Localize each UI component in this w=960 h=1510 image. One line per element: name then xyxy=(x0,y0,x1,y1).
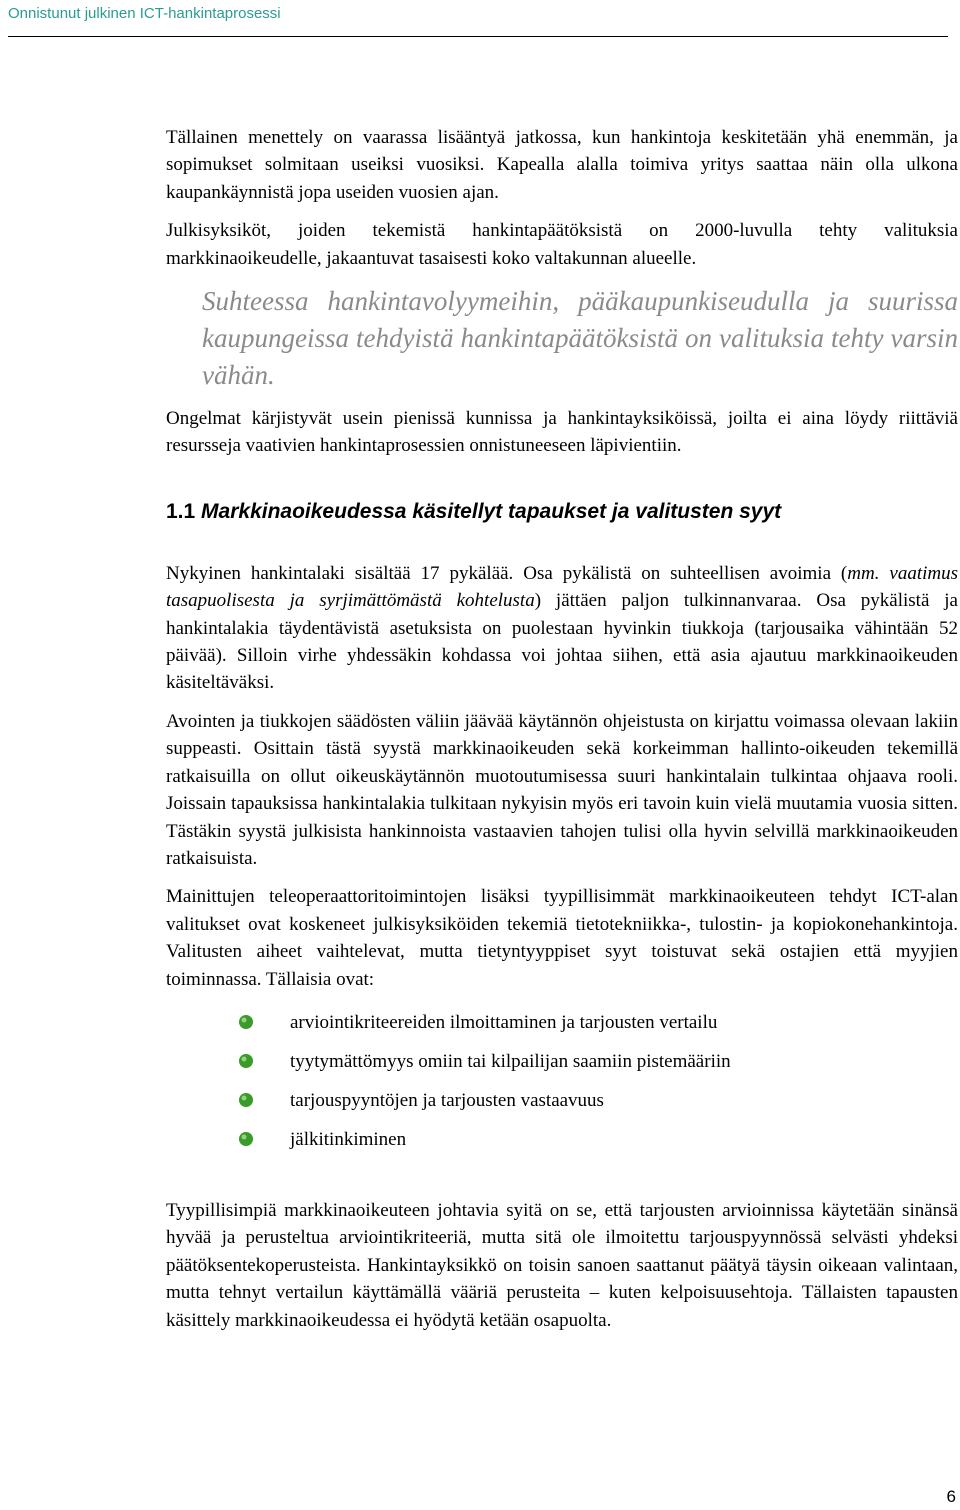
paragraph-2: Julkisyksiköt, joiden tekemistä hankintapäätöksistä on 2000-luvulla tehty valituksia markkinaoikeudelle, jakaantuvat tasaisesti koko valtakunnan alueelle. xyxy=(166,220,958,269)
pull-quote: Suhteessa hankintavolyymeihin, pääkaupunkiseudulla ja suurissa kaupungeissa tehdyistä hankintapäätöksistä on valituksia tehty varsin vähän. xyxy=(202,286,958,391)
list-item xyxy=(236,1126,958,1153)
paragraph-1: Tällainen menettely on vaarassa lisääntyä jatkossa, kun hankintoja keskitetään yhä enemmän, ja sopimukset solmitaan useiksi vuosiksi. Kapealla alalla toimiva yritys saattaa näin olla ulkona kaupankäynnistä jopa useiden vuosien ajan. xyxy=(166,127,958,203)
green-ball-bullet-icon xyxy=(236,1090,256,1110)
green-ball-bullet-icon xyxy=(236,1129,256,1149)
paragraph-4-text-a: Nykyinen hankintalaki sisältää 17 pykälää. Osa pykälistä on suhteellisen avoimia ( xyxy=(166,562,848,584)
list-item xyxy=(236,1048,958,1075)
running-header-title: Onnistunut julkinen ICT-hankintaprosessi xyxy=(8,5,281,22)
section-heading xyxy=(166,498,958,526)
paragraph-3: Ongelmat kärjistyvät usein pienissä kunnissa ja hankintayksiköissä, joilta ei aina löydy riittäviä resursseja vaativien hankintaprosessien onnistuneeseen läpivientiin. xyxy=(166,408,958,457)
bullet-text: tyytymättömyys omiin tai kilpailijan saamiin pistemääriin xyxy=(290,1050,731,1072)
header-divider xyxy=(8,36,948,37)
section-title: Markkinaoikeudessa käsitellyt tapaukset ja valitusten syyt xyxy=(201,499,782,523)
paragraph-4-text-b: ) jättäen paljon tulkinnanvaraa. Osa pykälistä ja hankintalakia täydentävistä asetuksista on puolestaan hyvinkin tiukkoja (tarjousaika vähintään 52 päivää). Silloin virhe yhdessäkin kohdassa voi johtaa siihen, että asia ajautuu markkinaoikeuden käsiteltäväksi. xyxy=(166,590,958,694)
list-item xyxy=(236,1009,958,1036)
bullet-list xyxy=(236,1009,958,1153)
list-item xyxy=(236,1087,958,1114)
section-number: 1.1 xyxy=(166,499,196,523)
bullet-text: jälkitinkiminen xyxy=(290,1128,407,1150)
green-ball-bullet-icon xyxy=(236,1051,256,1071)
paragraph-4-italic: mm. vaatimus tasapuolisesta ja syrjimättömästä kohtelusta xyxy=(166,562,958,612)
paragraph-4 xyxy=(166,560,958,697)
bullet-text: arviointikriteereiden ilmoittaminen ja tarjousten vertailu xyxy=(290,1011,718,1033)
page-content xyxy=(166,124,958,1345)
green-ball-bullet-icon xyxy=(236,1012,256,1032)
page-number: 6 xyxy=(946,1487,956,1506)
bullet-text: tarjouspyyntöjen ja tarjousten vastaavuus xyxy=(290,1089,604,1111)
paragraph-5: Avointen ja tiukkojen säädösten väliin jäävää käytännön ohjeistusta on kirjattu voimassa olevaan lakiin suppeasti. Osittain tästä syystä markkinaoikeuden sekä korkeimman hallinto-oikeuden tekemillä ratkaisuilla on ollut oikeuskäytännön muotoutumisessa suuri hankintalain tulkintaa ohjaava rooli. Joissain tapauksissa hankintalakia tulkitaan nykyisin myös eri tavoin kuin vielä muutamia vuosia sitten. Tästäkin syystä julkisista hankinnoista vastaavien tahojen tulisi olla hyvin selvillä markkinaoikeuden ratkaisuista. xyxy=(166,710,958,869)
paragraph-6: Mainittujen teleoperaattoritoimintojen lisäksi tyypillisimmät markkinaoikeuteen tehdyt ICT-alan valitukset ovat koskeneet julkisyksiköiden tekemiä tietotekniikka-, tulostin- ja kopiokonehankintoja. Valitusten aiheet vaihtelevat, mutta tietyntyyppiset syyt toistuvat sekä ostajien että myyjien toiminnassa. Tällaisia ovat: xyxy=(166,886,958,990)
paragraph-7: Tyypillisimpiä markkinaoikeuteen johtavia syitä on se, että tarjousten arvioinnissa käytetään sinänsä hyvää ja perusteltua arviointikriteeriä, mutta sitä ole ilmoitettu tarjouspyynnössä selvästi yhdeksi päätöksentekoperusteista. Hankintayksikkö on toisin sanoen saattanut päätyä täysin oikeaan valintaan, mutta tehnyt vertailun käyttämällä vääriä perusteita – kuten kelpoisuusehtoja. Tällaisten tapausten käsittely markkinaoikeudessa ei hyödytä ketään osapuolta. xyxy=(166,1199,958,1331)
